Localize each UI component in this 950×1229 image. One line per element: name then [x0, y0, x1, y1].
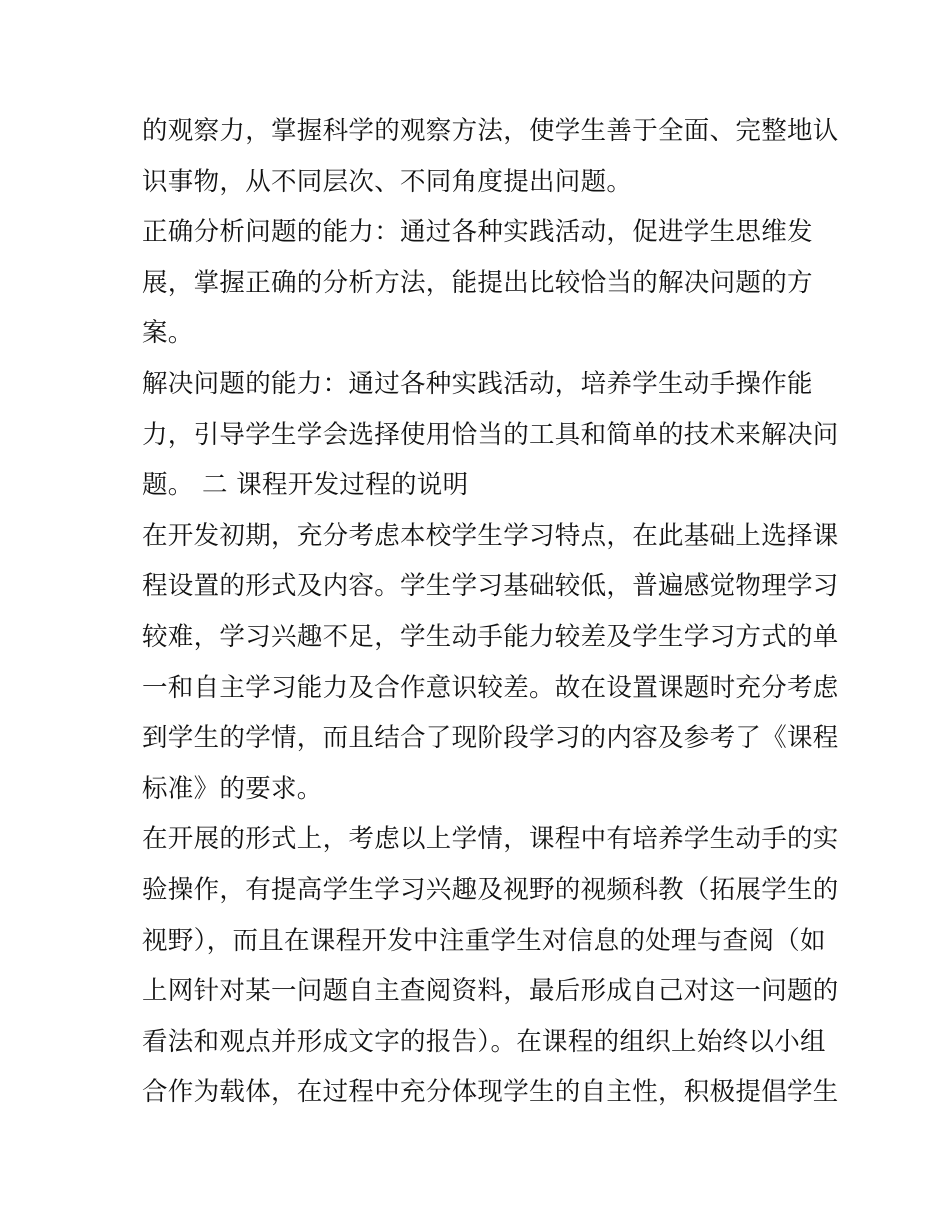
- text-line: 正确分析问题的能力：通过各种实践活动，促进学生思维发: [142, 217, 813, 248]
- text-line: 识事物，从不同层次、不同角度提出问题。: [142, 166, 633, 197]
- text-line: 在开展的形式上，考虑以上学情，课程中有培养学生动手的实: [142, 824, 839, 855]
- text-line: 较难，学习兴趣不足，学生动手能力较差及学生学习方式的单: [142, 621, 839, 652]
- text-line: 一和自主学习能力及合作意识较差。故在设置课题时充分考虑: [142, 672, 839, 703]
- text-line: 验操作，有提高学生学习兴趣及视野的视频科教（拓展学生的: [142, 874, 839, 905]
- text-line: 案。: [142, 318, 194, 349]
- text-line: 上网针对某一问题自主查阅资料，最后形成自己对这一问题的: [142, 976, 839, 1007]
- text-line: 标准》的要求。: [142, 773, 323, 804]
- text-line: 解决问题的能力：通过各种实践活动，培养学生动手操作能: [142, 368, 813, 399]
- section-heading-line: 题。 二 课程开发过程的说明: [142, 470, 469, 501]
- text-line: 的观察力，掌握科学的观察方法，使学生善于全面、完整地认: [142, 116, 839, 146]
- body-text: [142, 106, 839, 1118]
- text-line: 合作为载体，在过程中充分体现学生的自主性，积极提倡学生: [142, 1077, 839, 1108]
- text-line: 程设置的形式及内容。学生学习基础较低，普遍感觉物理学习: [142, 571, 839, 602]
- text-line: 力，引导学生学会选择使用恰当的工具和简单的技术来解决问: [142, 419, 839, 450]
- text-line: 在开发初期，充分考虑本校学生学习特点，在此基础上选择课: [142, 520, 839, 551]
- text-line: 到学生的学情，而且结合了现阶段学习的内容及参考了《课程: [142, 723, 839, 754]
- text-line: 视野），而且在课程开发中注重学生对信息的处理与查阅（如: [142, 925, 826, 956]
- text-line: 看法和观点并形成文字的报告）。在课程的组织上始终以小组: [142, 1026, 826, 1057]
- text-line: 展，掌握正确的分析方法，能提出比较恰当的解决问题的方: [142, 267, 813, 298]
